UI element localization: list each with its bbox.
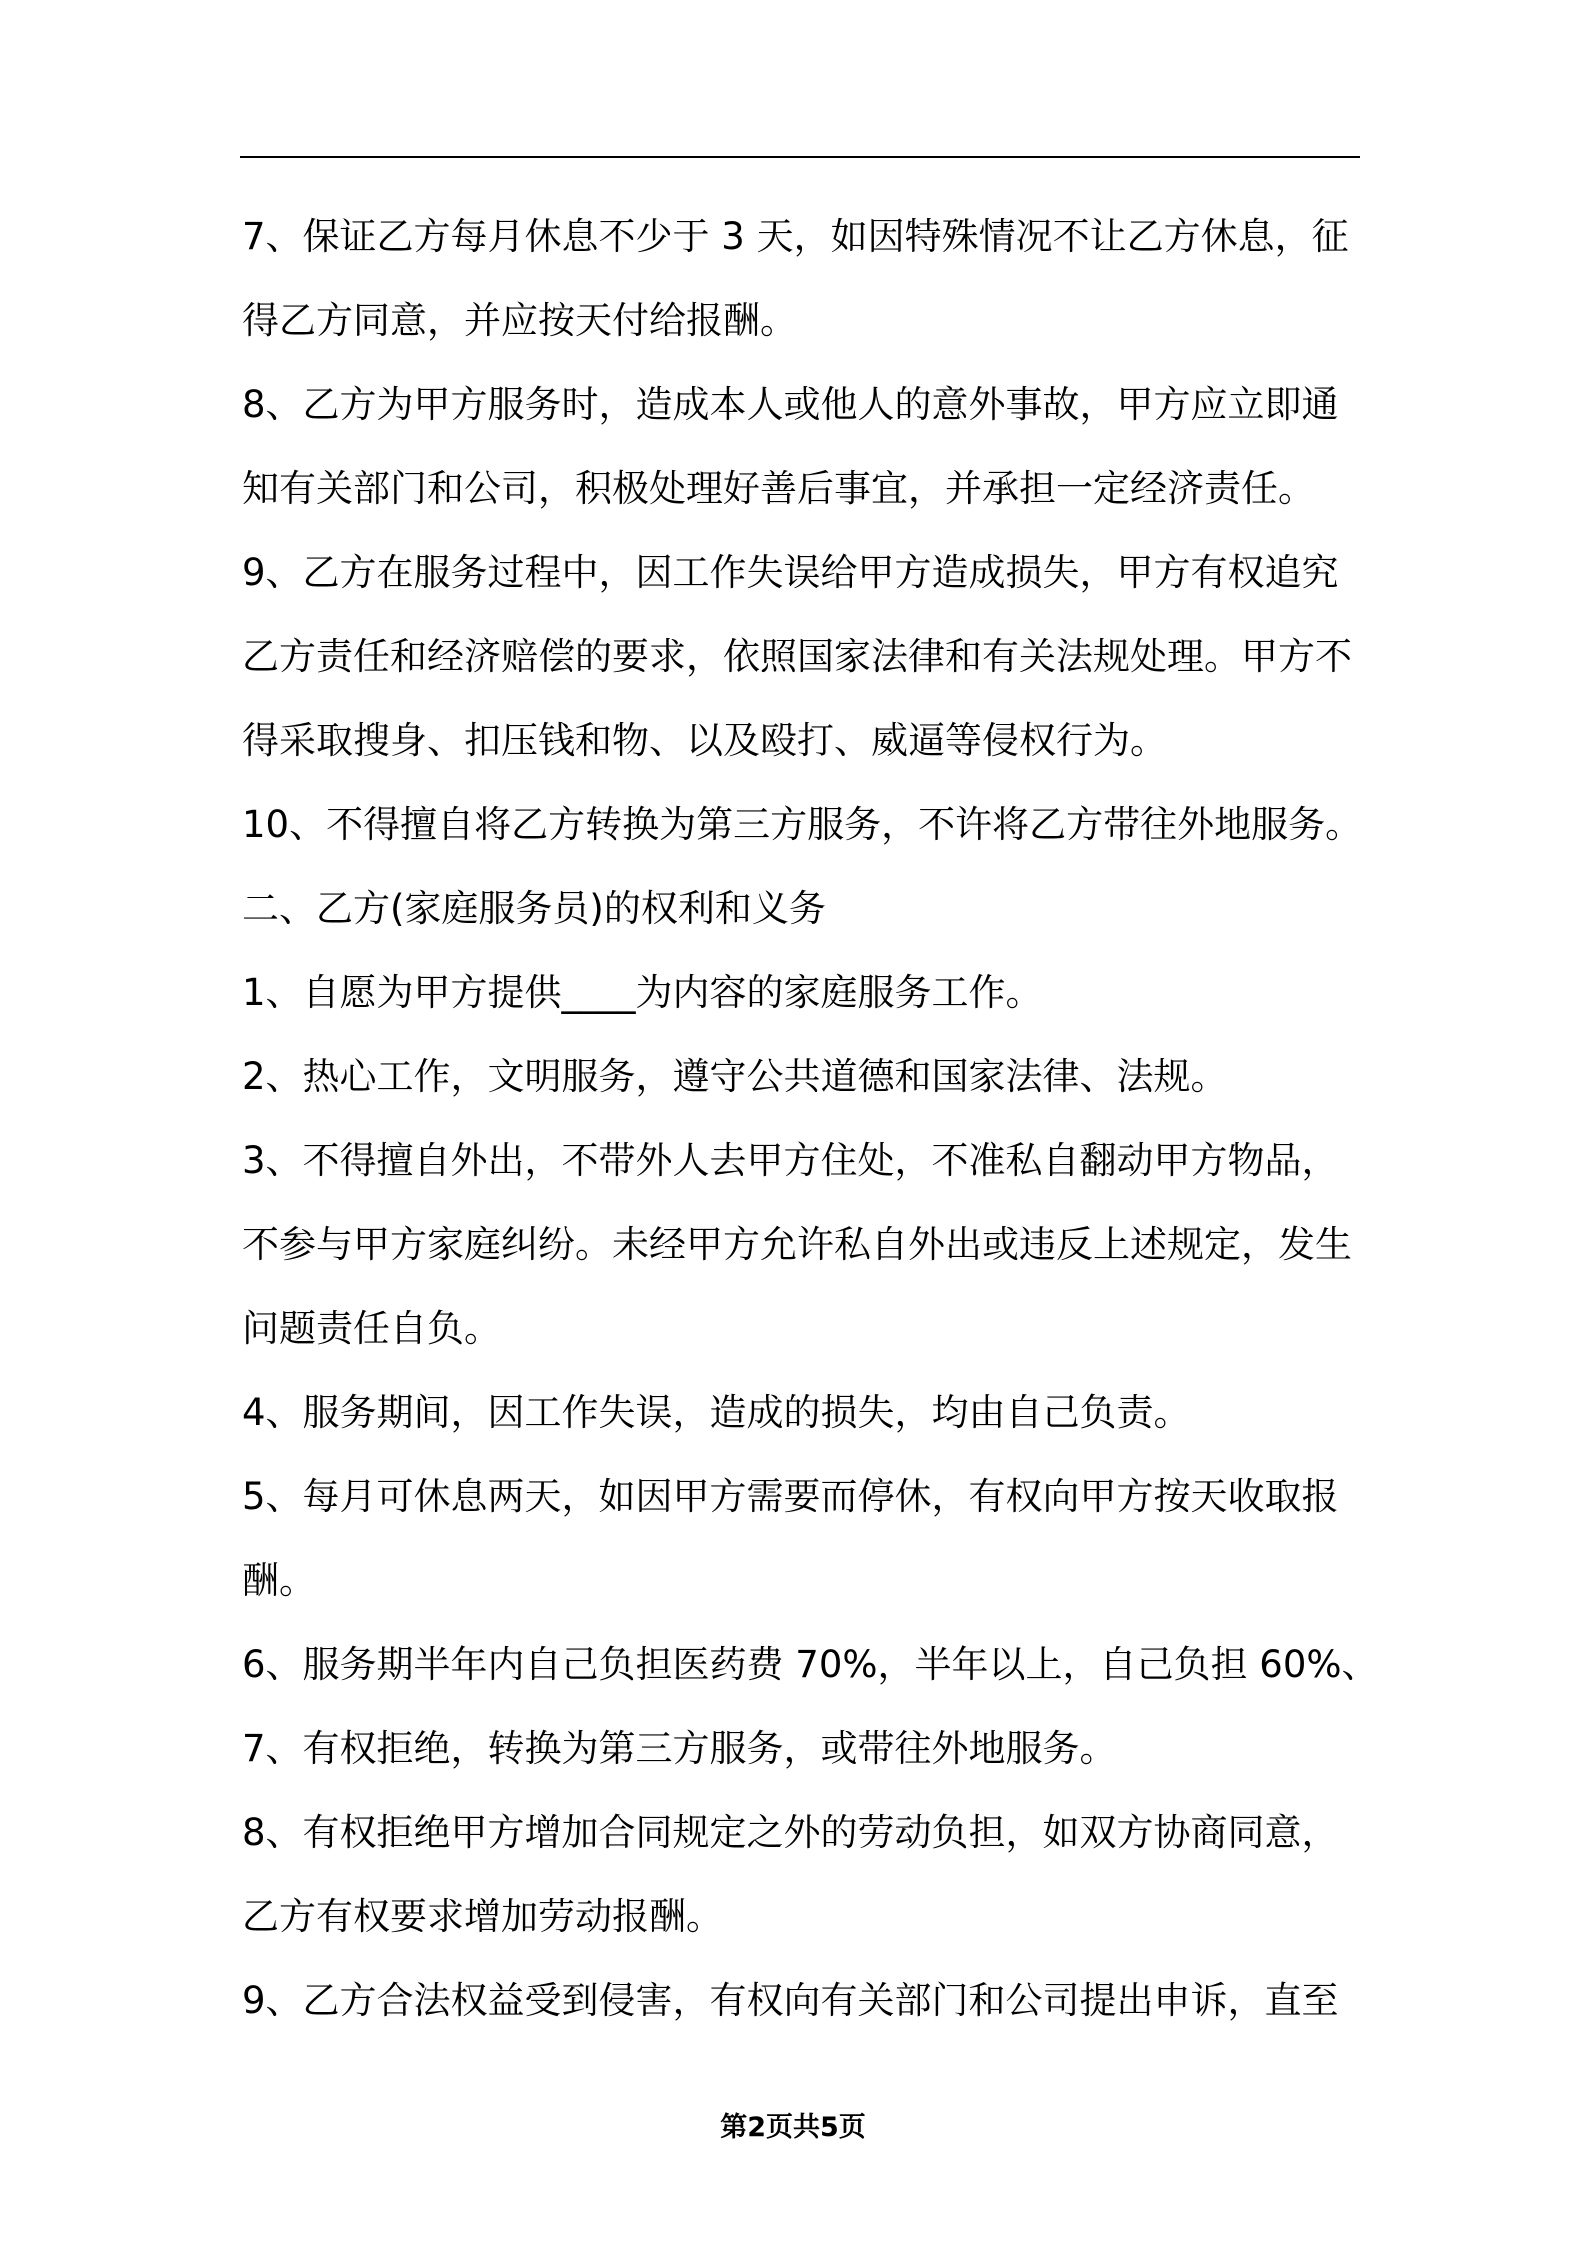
paragraph-line: 2、热心工作，文明服务，遵守公共道德和国家法律、法规。 [242, 1055, 1228, 1098]
paragraph-line: 6、服务期半年内自己负担医药费 70%，半年以上，自己负担 60%、 [242, 1643, 1379, 1686]
header-rule [240, 156, 1360, 158]
paragraph-line: 乙方有权要求增加劳动报酬。 [242, 1895, 723, 1938]
document-body [242, 195, 1379, 2043]
paragraph-line: 7、保证乙方每月休息不少于 3 天，如因特殊情况不让乙方休息，征 [242, 215, 1349, 258]
paragraph-line: 3、不得擅自外出，不带外人去甲方住处，不准私自翻动甲方物品， [242, 1139, 1339, 1182]
paragraph-line: 酬。 [242, 1559, 316, 1602]
paragraph-line: 7、有权拒绝，转换为第三方服务，或带往外地服务。 [242, 1727, 1117, 1770]
paragraph-line: 5、每月可休息两天，如因甲方需要而停休，有权向甲方按天收取报 [242, 1475, 1339, 1518]
paragraph-line: 乙方责任和经济赔偿的要求，依照国家法律和有关法规处理。甲方不 [242, 635, 1352, 678]
paragraph-line: 得乙方同意，并应按天付给报酬。 [242, 299, 797, 342]
paragraph-line: 问题责任自负。 [242, 1307, 501, 1350]
section-heading: 二、乙方(家庭服务员)的权利和义务 [242, 887, 826, 930]
paragraph-line: 不参与甲方家庭纠纷。未经甲方允许私自外出或违反上述规定，发生 [242, 1223, 1352, 1266]
paragraph-line: 9、乙方在服务过程中，因工作失误给甲方造成损失，甲方有权追究 [242, 551, 1339, 594]
paragraph-line: 10、不得擅自将乙方转换为第三方服务，不许将乙方带往外地服务。 [242, 803, 1363, 846]
paragraph-line: 4、服务期间，因工作失误，造成的损失，均由自己负责。 [242, 1391, 1191, 1434]
paragraph-line: 8、乙方为甲方服务时，造成本人或他人的意外事故，甲方应立即通 [242, 383, 1339, 426]
paragraph-line: 1、自愿为甲方提供____为内容的家庭服务工作。 [242, 971, 1043, 1014]
paragraph-line: 知有关部门和公司，积极处理好善后事宜，并承担一定经济责任。 [242, 467, 1315, 510]
page-number: 第2页共5页 [720, 2112, 866, 2143]
paragraph-line: 9、乙方合法权益受到侵害，有权向有关部门和公司提出申诉，直至 [242, 1979, 1339, 2022]
paragraph-line: 得采取搜身、扣压钱和物、以及殴打、威逼等侵权行为。 [242, 719, 1167, 762]
paragraph-line: 8、有权拒绝甲方增加合同规定之外的劳动负担，如双方协商同意， [242, 1811, 1339, 1854]
